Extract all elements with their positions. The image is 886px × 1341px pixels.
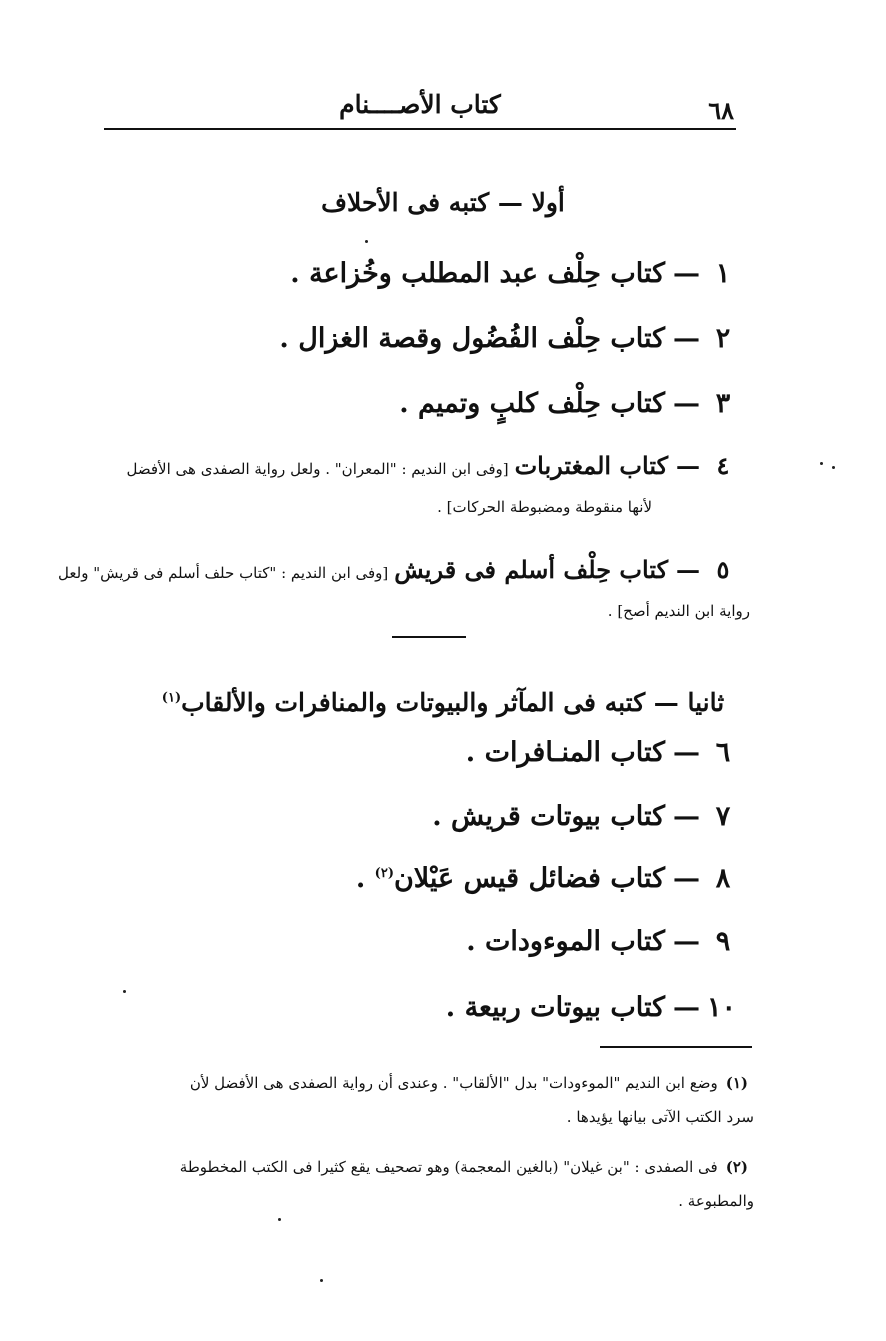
list-item (399, 388, 736, 419)
list-item (279, 323, 736, 354)
scan-speck (278, 1218, 281, 1221)
entry-number: ٧ (715, 801, 731, 832)
entry-number: ٦ (715, 737, 731, 768)
entry-dash: — (676, 555, 700, 584)
section-divider (392, 636, 466, 638)
page-number: ٦٨ (708, 96, 734, 125)
footnote-continuation: سرد الكتب الآتى بيانها يؤيدها . (566, 1108, 754, 1126)
entry-text: كتاب المغتربات (514, 451, 668, 480)
footnote-text: وضع ابن النديم "الموءودات" بدل "الألقاب" . وعندى أن رواية الصفدى هى الأفضل لأن (189, 1074, 718, 1092)
list-item (466, 926, 736, 957)
list-item (356, 863, 736, 894)
footnote (112, 1150, 754, 1218)
entry-dash: — (673, 926, 700, 957)
entry-number: ١ (715, 258, 731, 289)
entry-text: كتاب الموءودات . (466, 926, 665, 957)
section-heading-text: أولا — كتبه فى الأحلاف (321, 188, 565, 217)
entry-text: كتاب حِلْف أسلم فى قريش (394, 555, 668, 584)
list-item (432, 801, 736, 832)
footnote-marker[interactable]: (١) (161, 690, 182, 706)
entry-text-tail: . (355, 863, 375, 894)
entry-text: كتاب بيوتات ربيعة . (445, 992, 665, 1023)
entry-dash: — (673, 863, 700, 894)
page-header (104, 88, 736, 130)
entry-dash: — (673, 388, 700, 419)
entry-dash: — (676, 451, 700, 480)
section-heading-merits (120, 688, 766, 717)
entry-number: ٩ (715, 926, 731, 957)
scan-speck (123, 990, 126, 993)
entry-note: [وفى ابن النديم : "كتاب حلف أسلم فى قريش" ولعل (58, 564, 389, 582)
entry-number: ٣ (715, 388, 731, 419)
list-item (466, 737, 736, 768)
entry-number: ٢ (715, 323, 731, 354)
scan-speck (820, 462, 823, 465)
section-heading-alliances (120, 188, 766, 217)
entry-number: ٥ (716, 555, 730, 584)
entry-text: كتاب بيوتات قريش . (432, 801, 665, 832)
entry-note-continuation: رواية ابن النديم أصح] . (607, 602, 750, 620)
entry-dash: — (673, 992, 700, 1023)
footnote-rule (600, 1046, 752, 1048)
footnote-number: (٢) (725, 1158, 748, 1176)
footnote-text: فى الصفدى : "بن غيلان" (بالغين المعجمة) وهو تصحيف يقع كثيرا فى الكتب المخطوطة (179, 1158, 718, 1176)
entry-text: كتاب حِلْف عبد المطلب وخُزاعة . (290, 258, 665, 289)
scan-speck (320, 1279, 323, 1282)
section-heading-text: ثانيا — كتبه فى المآثر والبيوتات والمنافرات والألقاب (181, 688, 725, 717)
entry-dash: — (673, 323, 700, 354)
list-item (58, 549, 750, 628)
list-item (290, 258, 736, 289)
entry-text: كتاب فضائل قيس عَيْلان (393, 863, 665, 894)
scan-speck (832, 466, 835, 469)
footnote-marker[interactable]: (٢) (374, 866, 394, 881)
entry-number: ٨ (715, 863, 731, 894)
entry-text: كتاب المنـافرات . (465, 737, 665, 768)
list-item (112, 445, 736, 524)
entry-dash: — (673, 258, 700, 289)
list-item (446, 992, 736, 1023)
entry-note-continuation: لأنها منقوطة ومضبوطة الحركات] . (437, 498, 652, 516)
entry-text: كتاب حِلْف كلبٍ وتميم . (399, 388, 665, 419)
entry-dash: — (673, 737, 700, 768)
entry-number: ٤ (716, 451, 730, 480)
entry-note: [وفى ابن النديم : "المعران" . ولعل رواية الصفدى هى الأفضل (126, 460, 509, 478)
footnote-number: (١) (725, 1074, 748, 1092)
footnote (112, 1066, 754, 1134)
footnote-continuation: والمطبوعة . (678, 1192, 754, 1210)
entry-dash: — (673, 801, 700, 832)
running-title: كتاب الأصــــنام (339, 90, 501, 119)
scan-speck (365, 240, 368, 243)
entry-text: كتاب حِلْف الفُضُول وقصة الغزال . (279, 323, 665, 354)
entry-number: ١٠ (706, 992, 736, 1023)
